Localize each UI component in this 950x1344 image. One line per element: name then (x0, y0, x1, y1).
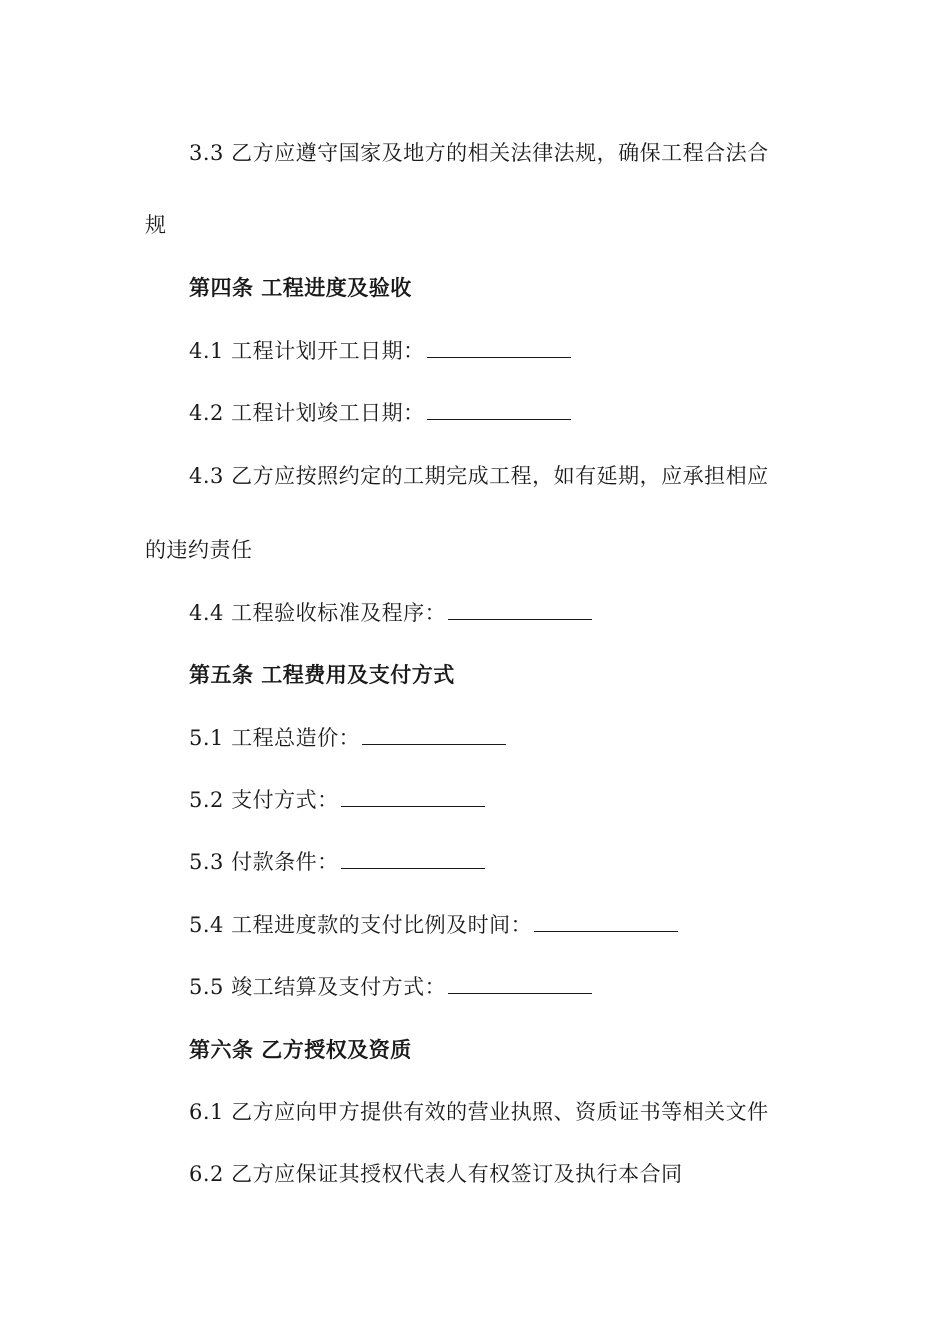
clause-3-3-continuation-text: 规 (145, 213, 167, 237)
clause-4-1-text: 4.1 工程计划开工日期： (189, 339, 425, 363)
clause-5-1 (145, 723, 869, 753)
clause-4-4 (145, 598, 869, 628)
fill-blank (448, 975, 592, 994)
article-4-heading-text: 第四条 工程进度及验收 (189, 275, 412, 300)
clause-3-3-text: 3.3 乙方应遵守国家及地方的相关法律法规，确保工程合法合 (189, 141, 769, 165)
clause-6-2 (145, 1159, 869, 1189)
clause-4-1 (145, 336, 869, 366)
clause-5-2 (145, 785, 869, 815)
fill-blank (362, 726, 506, 745)
clause-5-4 (145, 910, 869, 940)
clause-4-3-continuation (145, 535, 825, 565)
clause-3-3-continuation (145, 210, 825, 240)
clause-6-2-text: 6.2 乙方应保证其授权代表人有权签订及执行本合同 (189, 1162, 683, 1186)
fill-blank (534, 913, 678, 932)
article-5-heading-text: 第五条 工程费用及支付方式 (189, 662, 455, 687)
article-6-heading-text: 第六条 乙方授权及资质 (189, 1037, 412, 1062)
fill-blank (427, 401, 571, 420)
clause-4-4-text: 4.4 工程验收标准及程序： (189, 601, 447, 625)
clause-5-5 (145, 972, 869, 1002)
clause-4-3 (145, 461, 869, 491)
clause-3-3 (145, 138, 869, 168)
clause-4-3-continuation-text: 的违约责任 (145, 538, 253, 562)
clause-6-1 (145, 1097, 869, 1127)
fill-blank (341, 850, 485, 869)
clause-5-3-text: 5.3 付款条件： (189, 850, 339, 874)
fill-blank (427, 339, 571, 358)
clause-5-5-text: 5.5 竣工结算及支付方式： (189, 975, 447, 999)
clause-4-3-text: 4.3 乙方应按照约定的工期完成工程，如有延期，应承担相应 (189, 464, 769, 488)
article-4-heading (145, 273, 869, 303)
clause-6-1-text: 6.1 乙方应向甲方提供有效的营业执照、资质证书等相关文件 (189, 1100, 769, 1124)
clause-5-4-text: 5.4 工程进度款的支付比例及时间： (189, 913, 533, 937)
clause-4-2-text: 4.2 工程计划竣工日期： (189, 401, 425, 425)
clause-5-1-text: 5.1 工程总造价： (189, 726, 361, 750)
fill-blank (341, 788, 485, 807)
fill-blank (448, 601, 592, 620)
clause-5-3 (145, 847, 869, 877)
clause-5-2-text: 5.2 支付方式： (189, 788, 339, 812)
article-6-heading (145, 1035, 869, 1065)
clause-4-2 (145, 398, 869, 428)
article-5-heading (145, 660, 869, 690)
